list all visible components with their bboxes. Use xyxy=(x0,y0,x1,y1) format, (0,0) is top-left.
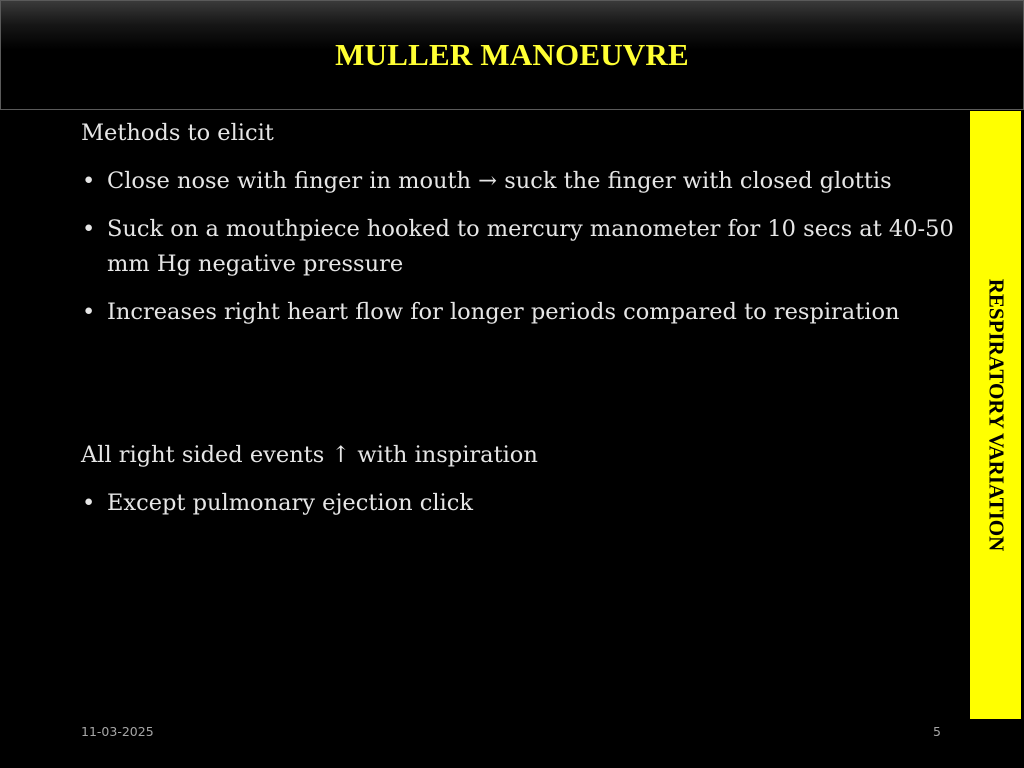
section-heading-methods: Methods to elicit xyxy=(81,120,274,146)
slide-title: MULLER MANOEUVRE xyxy=(335,37,689,72)
side-section-tab xyxy=(970,111,1021,719)
footer-date: 11-03-2025 xyxy=(81,724,154,739)
bullet-item: • Suck on a mouthpiece hooked to mercury manometer for 10 secs at 40-50 mm Hg negative pressure xyxy=(81,212,961,282)
bullet-item: • Except pulmonary ejection click xyxy=(81,486,961,521)
section-heading-right-sided-events: All right sided events ↑ with inspiration xyxy=(81,442,538,468)
title-bar xyxy=(0,0,1024,110)
slide-content xyxy=(81,116,961,534)
spacer xyxy=(81,343,961,438)
footer-page-number: 5 xyxy=(933,724,941,739)
bullet-item: • Close nose with finger in mouth → suck the finger with closed glottis xyxy=(81,164,961,199)
bullet-item: • Increases right heart flow for longer periods compared to respiration xyxy=(81,295,961,330)
side-section-label: RESPIRATORY VARIATION xyxy=(984,278,1008,552)
